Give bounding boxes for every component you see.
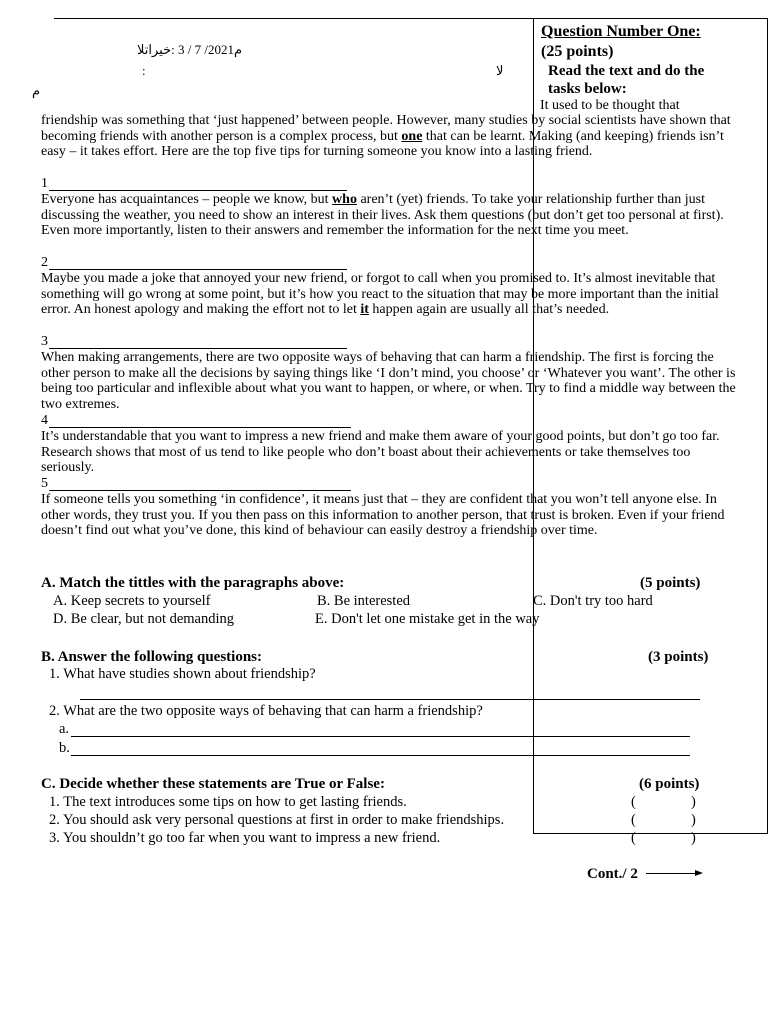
statement-2-paren-close[interactable]: ) — [691, 812, 696, 828]
section-a-points: (5 points) — [640, 575, 701, 591]
instruction-line-1: Read the text and do the — [548, 63, 705, 79]
question-1: 1. What have studies shown about friendship? — [49, 666, 316, 682]
paragraph-2: Maybe you made a joke that annoyed your new friend, or forgot to call when you promised to. It’s almost inevitable that something will go wrong at some point, but it’s how you react to the situation that may be more important than the initial error. An honest apology and making the effort not to let it happen again are usually all that’s needed. — [41, 271, 719, 318]
box-bottom-border — [533, 833, 768, 834]
blank-number-1: 1 — [41, 176, 48, 191]
question-title: Question Number One: — [541, 23, 701, 40]
blank-number-4: 4 — [41, 413, 48, 428]
answer-label-a: a. — [59, 721, 70, 737]
statement-2-paren-open[interactable]: ( — [631, 812, 636, 828]
blank-number-3: 3 — [41, 334, 48, 349]
paragraph-5: If someone tells you something ‘in confidence’, it means just that – they are confident that you won’t tell anyone else. In other words, they trust you. If you then pass on this information to another person, that trust is broken. Even if your friend doesn’t find out what you’ve done, this kind of behaviour can easily destroy a friendship over time. — [41, 492, 725, 539]
option-d: D. Be clear, but not demanding — [53, 611, 235, 627]
title-blank-3[interactable] — [49, 348, 347, 349]
title-blank-1[interactable] — [49, 190, 347, 191]
statement-1-paren-close[interactable]: ) — [691, 794, 696, 810]
title-blank-2[interactable] — [49, 269, 347, 270]
section-c-title: C. Decide whether these statements are True or False: — [41, 776, 385, 792]
top-rule — [54, 18, 768, 19]
option-b: B. Be interested — [317, 593, 411, 609]
title-blank-5[interactable] — [49, 490, 351, 491]
question-points: (25 points) — [541, 43, 614, 60]
header-colon: : — [142, 63, 146, 78]
blank-number-2: 2 — [41, 255, 48, 270]
header-mim: م — [32, 83, 41, 98]
statement-1-paren-open[interactable]: ( — [631, 794, 636, 810]
blank-number-5: 5 — [41, 476, 48, 491]
title-blank-4[interactable] — [49, 427, 351, 428]
continue-label: Cont./ 2 — [587, 866, 638, 882]
section-b-points: (3 points) — [648, 649, 709, 665]
paragraph-3: When making arrangements, there are two opposite ways of behaving that can harm a friendship. The first is forcing the other person to make all the decisions by saying things like ‘I don’t mind, you choose’ or ‘Whatever you want’. The other is being too particular and inflexible about what you want to happen, or where, or when. Try to find a middle way between the two extremes. — [41, 350, 736, 412]
question-2: 2. What are the two opposite ways of behaving that can harm a friendship? — [49, 703, 483, 719]
instruction-line-2: tasks below: — [548, 81, 627, 97]
section-a-title: A. Match the tittles with the paragraphs above: — [41, 575, 345, 591]
statement-2: 2. You should ask very personal questions at first in order to make friendships. — [49, 812, 505, 828]
section-c-points: (6 points) — [639, 776, 700, 792]
option-c: C. Don't try too hard — [533, 593, 653, 609]
statement-3-paren-close[interactable]: ) — [691, 830, 696, 846]
answer-line-a[interactable] — [71, 736, 690, 737]
statement-3: 3. You shouldn’t go too far when you want to impress a new friend. — [49, 830, 441, 846]
passage-first-line: It used to be thought that — [540, 98, 680, 113]
paragraph-4: It’s understandable that you want to impress a new friend and make them aware of your good points, but don’t go too far. Research shows that most of us tend to like people who don’t boast about their achievements or take themselves too seriously. — [41, 429, 720, 476]
answer-line-1[interactable] — [80, 699, 700, 700]
continue-arrow-icon — [695, 870, 703, 876]
statement-1: 1. The text introduces some tips on how to get lasting friends. — [49, 794, 407, 810]
intro-paragraph: friendship was something that ‘just happened’ between people. However, many studies by social scientists have shown that becoming friends with another person is a complex process, but one that can be learnt. Making (and keeping) friends isn’t easy – it takes effort. Here are the top five tips for turning someone you know into a lasting friend. — [41, 113, 731, 160]
statement-3-paren-open[interactable]: ( — [631, 830, 636, 846]
continue-arrow-line — [646, 873, 696, 874]
option-a: A. Keep secrets to yourself — [53, 593, 211, 609]
answer-label-b: b. — [59, 740, 70, 756]
paragraph-1: Everyone has acquaintances – people we know, but who aren’t (yet) friends. To take your relationship further than just discussing the weather, you need to show an interest in their lives. Ask them questions (but don’t get too personal at first). Even more importantly, listen to their answers and remember the information for the next time you meet. — [41, 192, 724, 239]
option-e: E. Don't let one mistake get in the way — [315, 611, 540, 627]
answer-line-b[interactable] — [71, 755, 690, 756]
section-b-title: B. Answer the following questions: — [41, 649, 263, 665]
date-line: م2021/ 7 / 3 :خيراتلا — [137, 42, 243, 57]
header-la: لا — [496, 63, 504, 78]
